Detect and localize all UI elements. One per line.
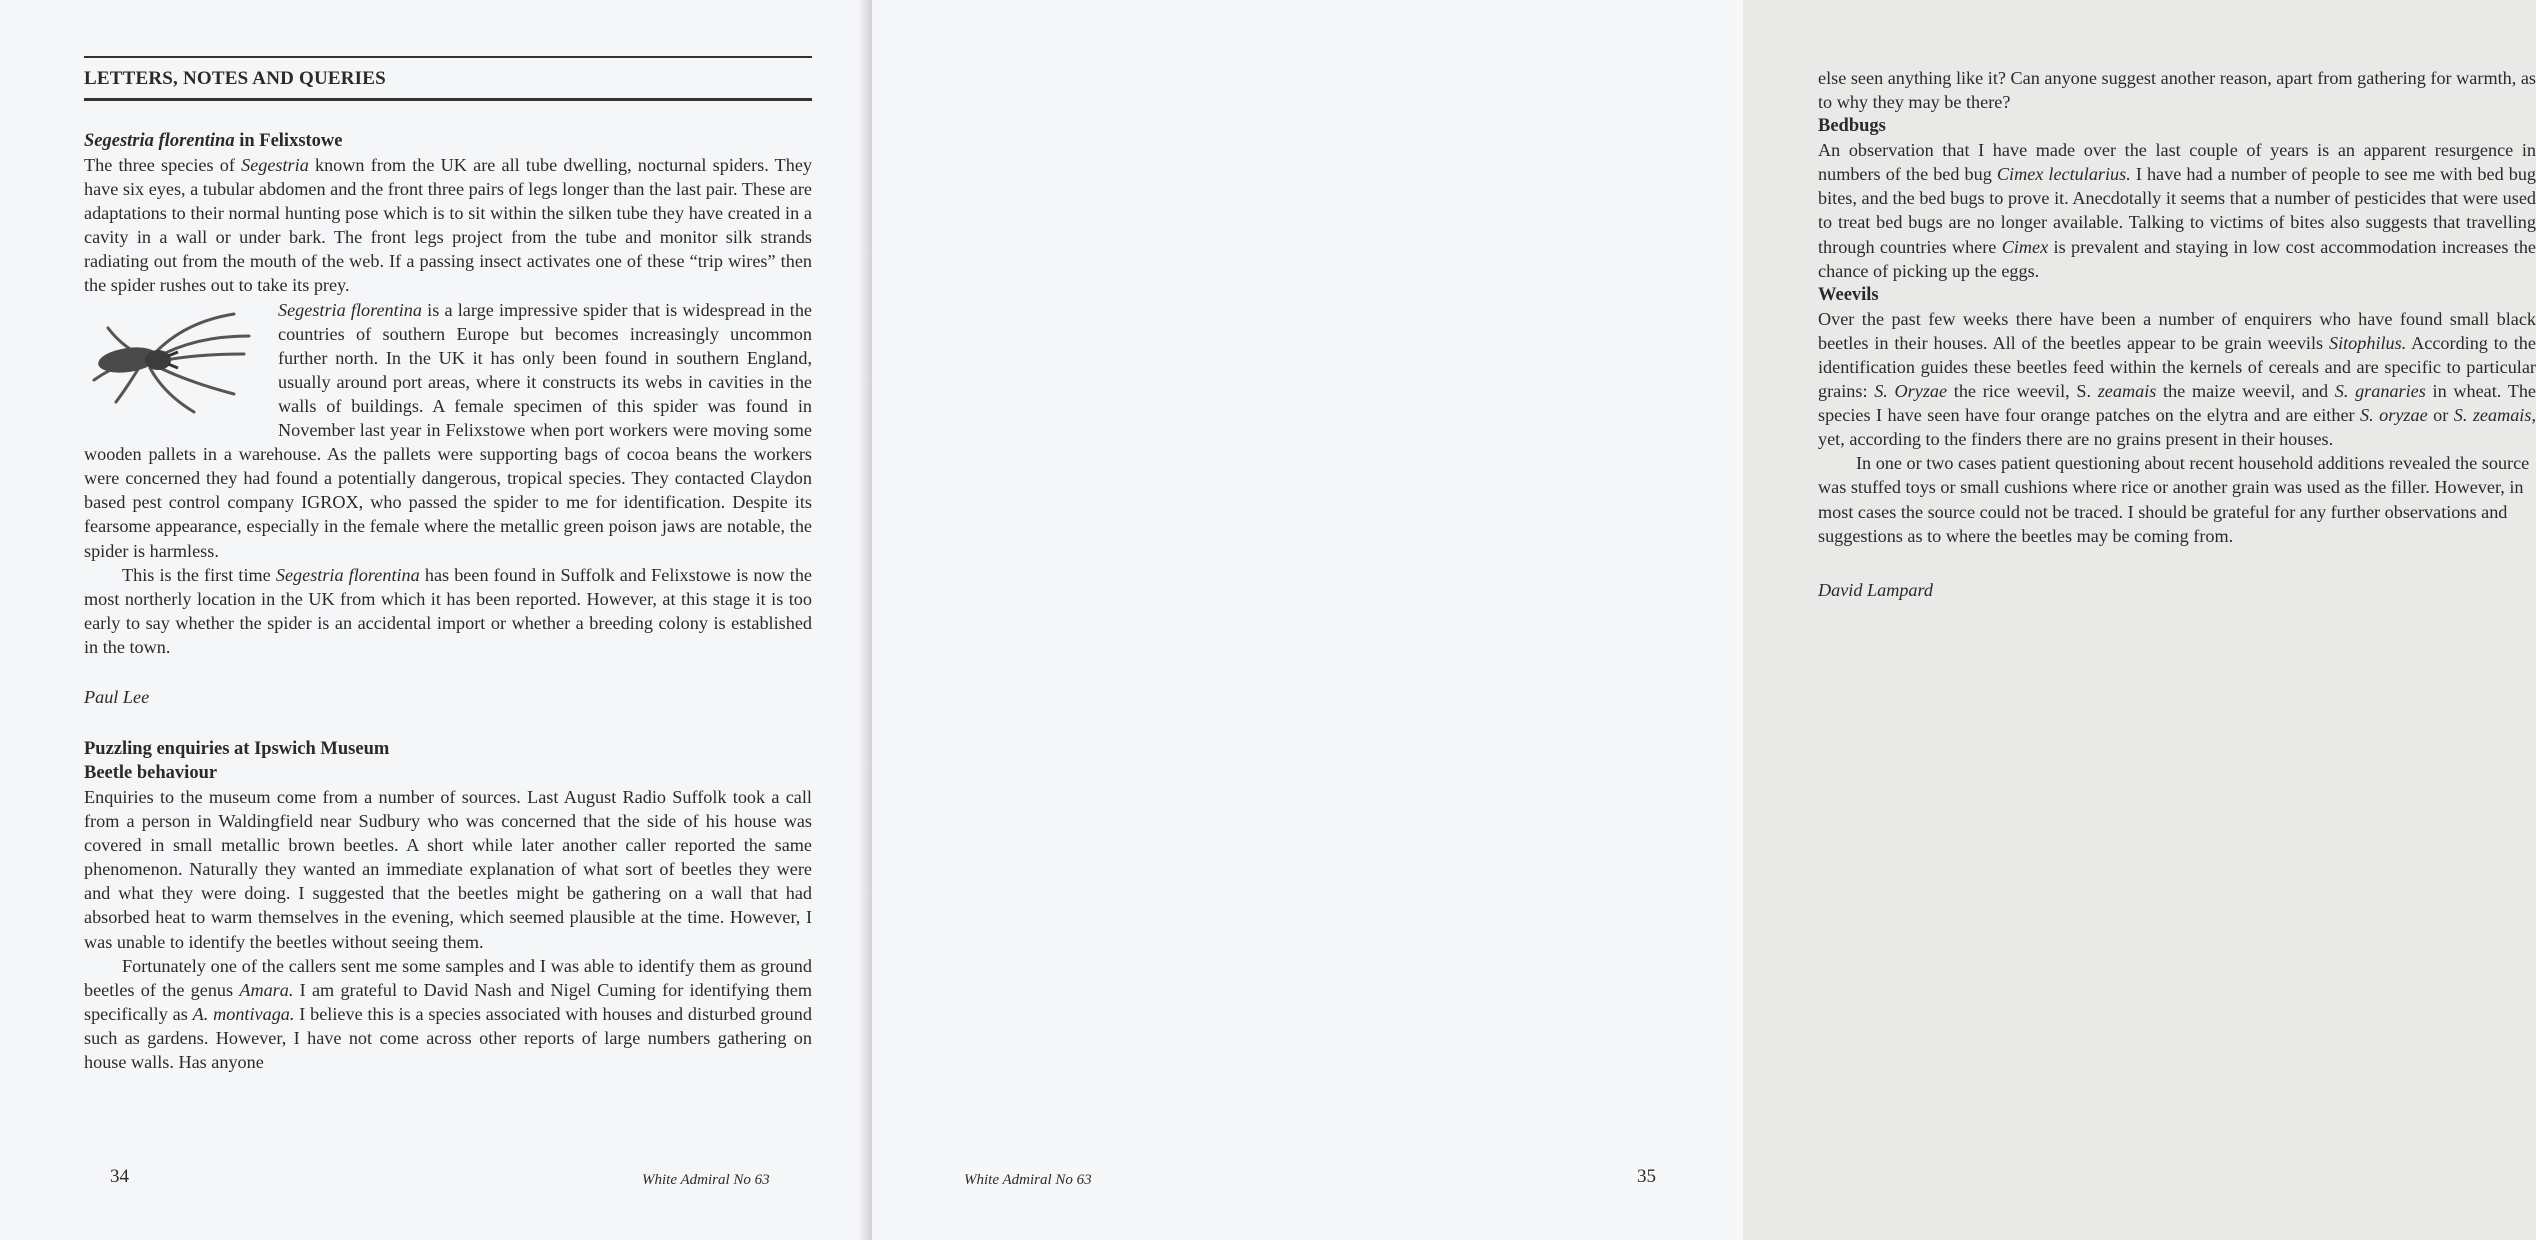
text-run: or bbox=[2427, 405, 2454, 426]
italic-run: S. granaries bbox=[2334, 381, 2426, 402]
text-run: is a large impressive spider that is widespread in the countries of southern Europe but becomes increasingly uncommon further north. In the UK it has only been found in southern England, usually around port areas, where it constructs its webs in cavities in the walls of buildings. A female specimen of this spider was found in November last year in Felixstowe when port workers were moving some wooden pallets in a warehouse. As the pallets were supporting bags of cocoa beans the workers were concerned they had found a potentially dangerous, tropical species. They contacted Claydon based pest control company IGROX, who passed the spider to me for identification. Despite its fearsome appearance, especially in the female where the metallic green poison jaws are notable, the spider is harmless. bbox=[84, 299, 812, 561]
italic-run: S. zeamais bbox=[2453, 405, 2532, 426]
paragraph bbox=[1818, 138, 2536, 283]
author-signature: Paul Lee bbox=[84, 686, 150, 707]
italic-run: Amara. bbox=[239, 979, 294, 1000]
italic-run: Segestria bbox=[241, 155, 309, 175]
text-run: is prevalent and staying in low cost accommodation increases the chance of picking up the eggs. bbox=[1818, 236, 2536, 281]
subheading-bedbugs: Bedbugs bbox=[1818, 116, 1886, 137]
paragraph bbox=[84, 153, 812, 298]
paragraph bbox=[1818, 451, 2536, 547]
italic-run: zeamais bbox=[2097, 381, 2157, 402]
subheading-weevils: Weevils bbox=[1818, 284, 1879, 305]
text-run: , yet, according to the finders there are no grains present in their houses. bbox=[1818, 405, 2536, 450]
text-run: I have had a number of people to see me with bed bug bites, and the bed bugs to prove it. Anecdotally it seems that a number of pesticides that were used to treat bed bugs are no longer available. Talking to victims of bites also suggests that travelling through countries where bbox=[1818, 164, 2536, 257]
paragraph bbox=[84, 563, 812, 659]
author-signature: David Lampard bbox=[1818, 579, 1934, 600]
article-title-italic: Segestria florentina bbox=[84, 131, 235, 151]
right-page-content bbox=[1818, 66, 2536, 602]
article-title-puzzling: Puzzling enquiries at Ipswich Museum bbox=[84, 738, 390, 759]
journal-footer bbox=[964, 1168, 1092, 1189]
paragraph bbox=[1818, 307, 2536, 452]
journal-name: White Admiral No 63 bbox=[964, 1172, 1092, 1188]
text-run: I believe this is a species associated with houses and disturbed ground such as gardens. However, I have not come across other reports of large numbers gathering on house walls. Has anyone bbox=[84, 1003, 812, 1072]
spider-illustration bbox=[84, 302, 270, 422]
paragraph bbox=[1818, 66, 2536, 114]
italic-run: Cimex bbox=[2001, 236, 2049, 257]
right-page bbox=[872, 0, 2536, 1240]
italic-run: S. Oryzae bbox=[1874, 381, 1948, 402]
italic-run: S. oryzae bbox=[2360, 405, 2428, 426]
text-run: has been found in Suffolk and Felixstowe is now the most northerly location in the UK from which it has been reported. However, at this stage it is too early to say whether the spider is an accidental import or whether a breeding colony is established in the town. bbox=[84, 564, 813, 657]
text-run: This is the first time bbox=[122, 564, 276, 585]
italic-run: A. montivaga. bbox=[192, 1003, 295, 1024]
text-run: I am grateful to David Nash and Nigel Cuming for identifying them specifically as bbox=[84, 979, 812, 1024]
text-run: known from the UK are all tube dwelling, nocturnal spiders. They have six eyes, a tubular abdomen and the front three pairs of legs longer than the last pair. These are adaptations to their normal hunting pose which is to sit within the silken tube they have created in a cavity in a wall or under bark. The front legs project from the tube and monitor silk strands radiating out from the mouth of the web. If a passing insect activates one of these “trip wires” then the spider rushes out to take its prey. bbox=[84, 155, 812, 296]
article-title-rest: in Felixstowe bbox=[234, 131, 343, 151]
page-number: 34 bbox=[110, 1166, 129, 1187]
italic-run: Segestria florentina bbox=[275, 564, 420, 585]
text-run: else seen anything like it? Can anyone suggest another reason, apart from gathering for warmth, as to why they may be there? bbox=[1818, 68, 2536, 113]
spider-paragraph-block bbox=[84, 298, 812, 563]
paragraph bbox=[84, 785, 812, 954]
text-run: Fortunately one of the callers sent me some samples and I was able to identify them as ground beetles of the genus bbox=[84, 955, 812, 1000]
paragraph bbox=[84, 954, 812, 1074]
text-run: in wheat. The species I have seen have four orange patches on the elytra and are either bbox=[1818, 381, 2536, 426]
subheading-beetle: Beetle behaviour bbox=[84, 762, 218, 783]
text-run: An observation that I have made over the last couple of years is an apparent resurgence in numbers of the bed bug bbox=[1818, 140, 2536, 185]
text-run: the rice weevil, S. bbox=[1947, 381, 2098, 402]
text-run: the maize weevil, and bbox=[2156, 381, 2335, 402]
section-header: LETTERS, NOTES AND QUERIES bbox=[84, 56, 812, 101]
text-run: According to the identification guides these beetles feed within the kernels of cereals and are specific to particular grains: bbox=[1818, 332, 2536, 402]
text-run: Enquiries to the museum come from a number of sources. Last August Radio Suffolk took a call from a person in Waldingfield near Sudbury who was concerned that the side of his house was covered in small metallic brown beetles. A short while later another caller reported the same phenomenon. Naturally they wanted an immediate explanation of what sort of beetles they were and what they were doing. I suggested that the beetles might be gathering on a wall that had absorbed heat to warm themselves in the evening, which seemed plausible at the time. However, I was unable to identify the beetles without seeing them. bbox=[84, 786, 812, 952]
text-run: Over the past few weeks there have been a number of enquirers who have found small black beetles in their houses. All of the beetles appear to be grain weevils bbox=[1818, 308, 2536, 353]
page-number: 35 bbox=[1637, 1166, 1656, 1187]
article-title-segestria bbox=[84, 129, 812, 153]
italic-run: Segestria florentina bbox=[278, 299, 422, 320]
left-page-content bbox=[84, 56, 812, 1074]
journal-footer bbox=[642, 1168, 770, 1189]
text-run: In one or two cases patient questioning about recent household additions revealed the source was stuffed toys or small cushions where rice or another grain was used as the filler. However, in most cases the source could not be traced. I should be grateful for any further observations and suggestions as to where the beetles may be coming from. bbox=[1818, 453, 2530, 546]
text-run: The three species of bbox=[84, 155, 242, 175]
journal-name: White Admiral No 63 bbox=[642, 1172, 770, 1188]
italic-run: Sitophilus. bbox=[2328, 332, 2407, 353]
italic-run: Cimex lectularius. bbox=[1996, 164, 2131, 185]
left-page bbox=[0, 0, 868, 1240]
